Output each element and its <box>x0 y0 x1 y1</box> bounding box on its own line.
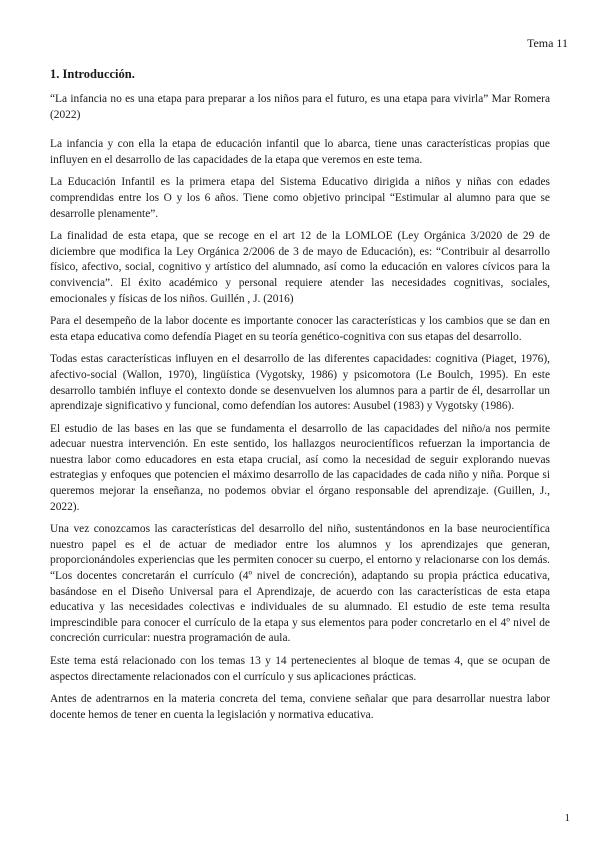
paragraph-7: Una vez conozcamos las características del desarrollo del niño, sustentándonos en la base neurocientífica nuestro papel es el de actuar de mediador entre los alumnos y los aprendizajes que generan, proporcionándoles experiencias que les permiten conocer su cuerpo, el entorno y relacionarse con los demás. “Los docentes concretarán el currículo (4º nivel de concreción), adaptando su propia práctica educativa, basándose en el Diseño Universal para el Aprendizaje, de acuerdo con las características de esta etapa educativa y las necesidades colectivas e individuales de su alumnado. El estudio de este tema resulta imprescindible para conocer el currículo de la etapa y sus elementos para poder concretarlo en el 4º nivel de concreción curricular: nuestra programación de aula. <box>50 523 550 645</box>
page-number: 1 <box>564 812 570 824</box>
paragraph-5: Todas estas características influyen en el desarrollo de las diferentes capacidades: cognitiva (Piaget, 1976), afectivo-social (Wallon, 1970), lingüística (Vygotsky, 1986) y psicomotora (Le Boulch, 1995). En este desarrollo también influye el contexto donde se desenvuelven los alumnos para a partir de él, desarrollar un aprendizaje significativo y funcional, como defendían los autores: Ausubel (1983) y Vygotsky (1986). <box>50 353 550 413</box>
content-body <box>50 66 550 730</box>
header-title: Tema 11 <box>526 36 568 50</box>
paragraph-1: La infancia y con ella la etapa de educación infantil que lo abarca, tiene unas características propias que influyen en el desarrollo de las capacidades de la etapa que veremos en este tema. <box>50 138 550 166</box>
paragraph-6: El estudio de las bases en las que se fundamenta el desarrollo de las capacidades del niño/a nos permite adecuar nuestra intervención. En este sentido, los hallazgos neurocientíficos refuerzan la importancia de nuestra labor como educadores en esta etapa crucial, así como la necesidad de seguir explorando nuevas estrategias y enfoques que potencien el máximo desarrollo de las capacidades de cada niño y niña. Porque si queremos mejorar la enseñanza, no podemos obviar el órgano responsable del aprendizaje. (Guillen, J., 2022). <box>50 422 550 513</box>
paragraph-4: Para el desempeño de la labor docente es importante conocer las características y los cambios que se dan en esta etapa educativa como defendía Piaget en su teoría genético-cognitiva con sus etapas del desarrollo. <box>50 315 550 343</box>
paragraph-8: Este tema está relacionado con los temas 13 y 14 pertenecientes al bloque de temas 4, que se ocupan de aspectos directamente relacionados con el currículo y sus aplicaciones prácticas. <box>50 655 550 683</box>
section-heading: 1. Introducción. <box>50 67 135 81</box>
paragraph-3: La finalidad de esta etapa, que se recoge en el art 12 de la LOMLOE (Ley Orgánica 3/2020 de 29 de diciembre que modifica la Ley Orgánica 2/2006 de 3 de mayo de Educación), es: “Contribuir al desarrollo físico, afectivo, social, cognitivo y artístico del alumnado, así como la educación en valores cívicos para la convivencia”. El éxito académico y personal requiere atender las necesidades cognitivas, sociales, emocionales y físicas de los niños. Guillén , J. (2016) <box>50 230 550 305</box>
paragraph-2: La Educación Infantil es la primera etapa del Sistema Educativo dirigida a niños y niñas con edades comprendidas entre los O y los 6 años. Tiene como objetivo principal “Estimular al alumno para que se desarrolle plenamente”. <box>50 176 550 220</box>
paragraph-9: Antes de adentrarnos en la materia concreta del tema, conviene señalar que para desarrollar nuestra labor docente hemos de tener en cuenta la legislación y normativa educativa. <box>50 693 550 721</box>
epigraph-quote: “La infancia no es una etapa para preparar a los niños para el futuro, es una etapa para vivirla” Mar Romera (2022) <box>50 93 550 121</box>
